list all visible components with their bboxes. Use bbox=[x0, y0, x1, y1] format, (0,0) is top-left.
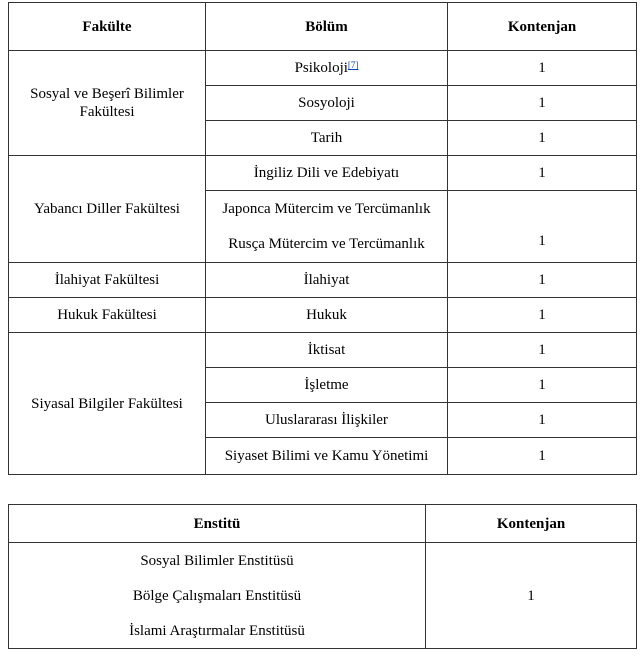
department-cell: Tarih bbox=[206, 121, 448, 156]
faculty-cell: Hukuk Fakültesi bbox=[9, 298, 206, 333]
faculty-cell: Siyasal Bilgiler Fakültesi bbox=[9, 333, 206, 475]
header-department: Bölüm bbox=[206, 3, 448, 51]
quota-cell: 1 bbox=[448, 263, 637, 298]
department-cell: İlahiyat bbox=[206, 263, 448, 298]
header-institute: Enstitü bbox=[9, 505, 426, 543]
header-quota: Kontenjan bbox=[448, 3, 637, 51]
department-cell: Uluslararası İlişkiler bbox=[206, 403, 448, 438]
quota-cell: 1 bbox=[448, 156, 637, 191]
quota-cell: 1 bbox=[448, 121, 637, 156]
faculties-header-row bbox=[9, 3, 637, 51]
institute-name: Bölge Çalışmaları Enstitüsü bbox=[132, 587, 302, 604]
faculty-cell: Sosyal ve Beşerî Bilimler Fakültesi bbox=[9, 51, 206, 156]
institutes-cell bbox=[9, 543, 426, 649]
department-cell: İktisat bbox=[206, 333, 448, 368]
table-row bbox=[9, 156, 637, 191]
quota-cell: 1 bbox=[448, 191, 637, 263]
quota-cell: 1 bbox=[448, 86, 637, 121]
header-faculty: Fakülte bbox=[9, 3, 206, 51]
department-cell: İşletme bbox=[206, 368, 448, 403]
faculty-cell: İlahiyat Fakültesi bbox=[9, 263, 206, 298]
table-row bbox=[9, 333, 637, 368]
quota-cell: 1 bbox=[448, 368, 637, 403]
table-row bbox=[9, 51, 637, 86]
department-cell bbox=[206, 191, 448, 263]
header-quota: Kontenjan bbox=[426, 505, 637, 543]
institute-name: İslami Araştırmalar Enstitüsü bbox=[129, 622, 305, 639]
department-cell: Siyaset Bilimi ve Kamu Yönetimi bbox=[206, 438, 448, 475]
quota-cell: 1 bbox=[448, 333, 637, 368]
quota-cell: 1 bbox=[448, 438, 637, 475]
institutes-header-row bbox=[9, 505, 637, 543]
quota-cell: 1 bbox=[448, 51, 637, 86]
quota-cell: 1 bbox=[426, 543, 637, 649]
faculty-cell: Yabancı Diller Fakültesi bbox=[9, 156, 206, 263]
faculties-table bbox=[8, 2, 637, 475]
quota-cell: 1 bbox=[448, 403, 637, 438]
department-cell: Psikoloji[7] bbox=[206, 51, 448, 86]
department-line: Japonca Mütercim ve Tercümanlık bbox=[222, 201, 431, 217]
institutes-table bbox=[8, 504, 637, 649]
table-row bbox=[9, 263, 637, 298]
department-cell: Sosyoloji bbox=[206, 86, 448, 121]
table-row bbox=[9, 298, 637, 333]
department-cell: Hukuk bbox=[206, 298, 448, 333]
department-cell: İngiliz Dili ve Edebiyatı bbox=[206, 156, 448, 191]
department-line: Rusça Mütercim ve Tercümanlık bbox=[228, 236, 425, 252]
institute-name: Sosyal Bilimler Enstitüsü bbox=[140, 552, 294, 569]
quota-cell: 1 bbox=[448, 298, 637, 333]
table-row bbox=[9, 543, 637, 649]
footnote-link[interactable]: [7] bbox=[347, 60, 359, 70]
